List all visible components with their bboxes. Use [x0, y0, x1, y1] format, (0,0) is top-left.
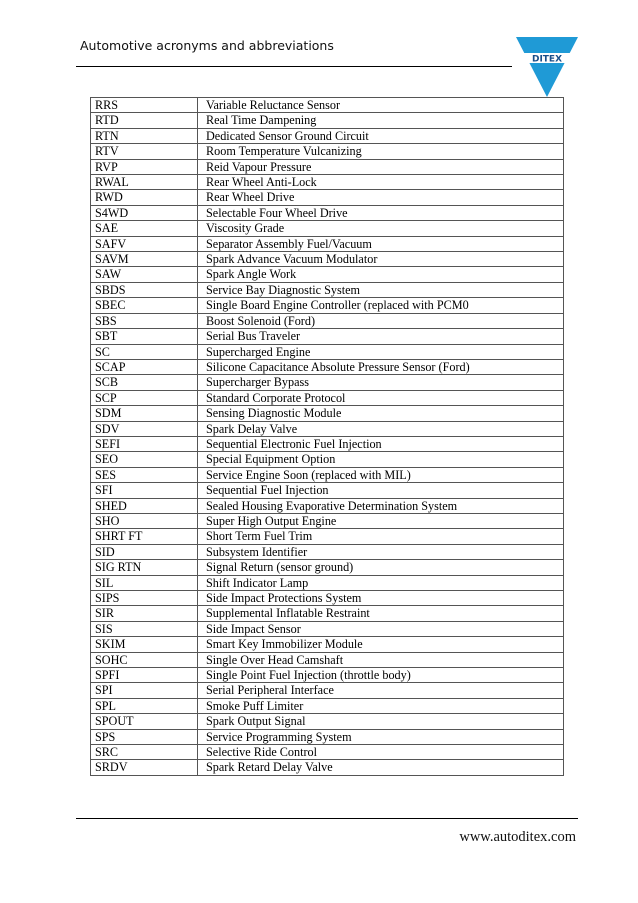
meaning-cell: Sequential Electronic Fuel Injection: [198, 436, 564, 451]
meaning-cell: Super High Output Engine: [198, 513, 564, 528]
acronym-cell: SAVM: [91, 252, 198, 267]
meaning-cell: Supplemental Inflatable Restraint: [198, 606, 564, 621]
table-row: [91, 282, 564, 297]
meaning-cell: Boost Solenoid (Ford): [198, 313, 564, 328]
table-row: [91, 745, 564, 760]
table-row: [91, 621, 564, 636]
meaning-cell: Selectable Four Wheel Drive: [198, 205, 564, 220]
acronym-cell: RTV: [91, 144, 198, 159]
acronym-cell: SHED: [91, 498, 198, 513]
table-row: [91, 452, 564, 467]
acronym-cell: SC: [91, 344, 198, 359]
acronym-cell: SEFI: [91, 436, 198, 451]
meaning-cell: Supercharged Engine: [198, 344, 564, 359]
table-row: [91, 698, 564, 713]
table-row: [91, 359, 564, 374]
acronym-cell: SAFV: [91, 236, 198, 251]
ditex-logo: [516, 37, 578, 97]
acronym-table: [90, 97, 564, 776]
acronym-cell: SHO: [91, 513, 198, 528]
meaning-cell: Service Engine Soon (replaced with MIL): [198, 467, 564, 482]
meaning-cell: Standard Corporate Protocol: [198, 390, 564, 405]
acronym-cell: SRDV: [91, 760, 198, 775]
logo-triangle-icon: [516, 37, 578, 97]
meaning-cell: Sealed Housing Evaporative Determination System: [198, 498, 564, 513]
table-row: [91, 544, 564, 559]
table-row: [91, 298, 564, 313]
meaning-cell: Side Impact Protections System: [198, 591, 564, 606]
table-row: [91, 190, 564, 205]
acronym-cell: SPL: [91, 698, 198, 713]
meaning-cell: Rear Wheel Anti-Lock: [198, 175, 564, 190]
table-row: [91, 729, 564, 744]
table-row: [91, 390, 564, 405]
acronym-cell: SBS: [91, 313, 198, 328]
table-row: [91, 683, 564, 698]
meaning-cell: Viscosity Grade: [198, 221, 564, 236]
meaning-cell: Selective Ride Control: [198, 745, 564, 760]
table-row: [91, 144, 564, 159]
meaning-cell: Silicone Capacitance Absolute Pressure Sensor (Ford): [198, 359, 564, 374]
acronym-cell: SHRT FT: [91, 529, 198, 544]
table-row: [91, 313, 564, 328]
table-row: [91, 591, 564, 606]
meaning-cell: Supercharger Bypass: [198, 375, 564, 390]
meaning-cell: Smart Key Immobilizer Module: [198, 637, 564, 652]
meaning-cell: Room Temperature Vulcanizing: [198, 144, 564, 159]
meaning-cell: Subsystem Identifier: [198, 544, 564, 559]
acronym-cell: SIL: [91, 575, 198, 590]
meaning-cell: Smoke Puff Limiter: [198, 698, 564, 713]
meaning-cell: Separator Assembly Fuel/Vacuum: [198, 236, 564, 251]
meaning-cell: Serial Peripheral Interface: [198, 683, 564, 698]
header-divider: [76, 66, 512, 67]
acronym-cell: SPOUT: [91, 714, 198, 729]
meaning-cell: Service Bay Diagnostic System: [198, 282, 564, 297]
table-row: [91, 267, 564, 282]
acronym-cell: SAE: [91, 221, 198, 236]
acronym-cell: SIG RTN: [91, 560, 198, 575]
meaning-cell: Real Time Dampening: [198, 113, 564, 128]
table-row: [91, 159, 564, 174]
meaning-cell: Side Impact Sensor: [198, 621, 564, 636]
table-row: [91, 467, 564, 482]
acronym-cell: SCAP: [91, 359, 198, 374]
table-row: [91, 406, 564, 421]
table-row: [91, 128, 564, 143]
table-row: [91, 652, 564, 667]
meaning-cell: Dedicated Sensor Ground Circuit: [198, 128, 564, 143]
table-row: [91, 421, 564, 436]
table-row: [91, 606, 564, 621]
meaning-cell: Signal Return (sensor ground): [198, 560, 564, 575]
acronym-cell: SIR: [91, 606, 198, 621]
meaning-cell: Spark Angle Work: [198, 267, 564, 282]
acronym-cell: SIS: [91, 621, 198, 636]
table-row: [91, 113, 564, 128]
table-row: [91, 714, 564, 729]
footer-divider: [76, 818, 578, 819]
table-row: [91, 560, 564, 575]
acronym-cell: SPS: [91, 729, 198, 744]
table-row: [91, 175, 564, 190]
acronym-cell: RRS: [91, 98, 198, 113]
acronym-cell: RTD: [91, 113, 198, 128]
table-row: [91, 252, 564, 267]
meaning-cell: Special Equipment Option: [198, 452, 564, 467]
acronym-cell: SOHC: [91, 652, 198, 667]
table-row: [91, 575, 564, 590]
acronym-cell: SPI: [91, 683, 198, 698]
acronym-cell: SKIM: [91, 637, 198, 652]
meaning-cell: Spark Retard Delay Valve: [198, 760, 564, 775]
table-row: [91, 436, 564, 451]
acronym-cell: RWD: [91, 190, 198, 205]
acronym-cell: RVP: [91, 159, 198, 174]
table-row: [91, 344, 564, 359]
meaning-cell: Short Term Fuel Trim: [198, 529, 564, 544]
acronym-cell: SAW: [91, 267, 198, 282]
table-row: [91, 760, 564, 775]
acronym-cell: SFI: [91, 483, 198, 498]
acronym-cell: SCP: [91, 390, 198, 405]
acronym-cell: SIPS: [91, 591, 198, 606]
table-row: [91, 498, 564, 513]
meaning-cell: Spark Delay Valve: [198, 421, 564, 436]
table-row: [91, 483, 564, 498]
acronym-cell: RWAL: [91, 175, 198, 190]
meaning-cell: Shift Indicator Lamp: [198, 575, 564, 590]
meaning-cell: Serial Bus Traveler: [198, 329, 564, 344]
table-row: [91, 205, 564, 220]
table-row: [91, 513, 564, 528]
meaning-cell: Rear Wheel Drive: [198, 190, 564, 205]
meaning-cell: Sensing Diagnostic Module: [198, 406, 564, 421]
table-row: [91, 668, 564, 683]
footer-url: www.autoditex.com: [459, 829, 576, 845]
page-title: Automotive acronyms and abbreviations: [80, 38, 334, 53]
meaning-cell: Service Programming System: [198, 729, 564, 744]
table-row: [91, 375, 564, 390]
meaning-cell: Variable Reluctance Sensor: [198, 98, 564, 113]
acronym-cell: SEO: [91, 452, 198, 467]
logo-text: DITEX: [531, 54, 563, 65]
acronym-cell: SDV: [91, 421, 198, 436]
meaning-cell: Sequential Fuel Injection: [198, 483, 564, 498]
table-row: [91, 329, 564, 344]
acronym-cell: SBDS: [91, 282, 198, 297]
meaning-cell: Spark Advance Vacuum Modulator: [198, 252, 564, 267]
acronym-cell: S4WD: [91, 205, 198, 220]
meaning-cell: Single Point Fuel Injection (throttle body): [198, 668, 564, 683]
meaning-cell: Spark Output Signal: [198, 714, 564, 729]
acronym-cell: SCB: [91, 375, 198, 390]
table-row: [91, 637, 564, 652]
acronym-cell: RTN: [91, 128, 198, 143]
acronym-cell: SID: [91, 544, 198, 559]
acronym-cell: SBEC: [91, 298, 198, 313]
acronym-cell: SPFI: [91, 668, 198, 683]
acronym-cell: SES: [91, 467, 198, 482]
acronym-cell: SRC: [91, 745, 198, 760]
table-row: [91, 529, 564, 544]
meaning-cell: Single Over Head Camshaft: [198, 652, 564, 667]
meaning-cell: Single Board Engine Controller (replaced with PCM0: [198, 298, 564, 313]
acronym-cell: SDM: [91, 406, 198, 421]
table-row: [91, 236, 564, 251]
table-row: [91, 98, 564, 113]
acronym-cell: SBT: [91, 329, 198, 344]
meaning-cell: Reid Vapour Pressure: [198, 159, 564, 174]
table-row: [91, 221, 564, 236]
